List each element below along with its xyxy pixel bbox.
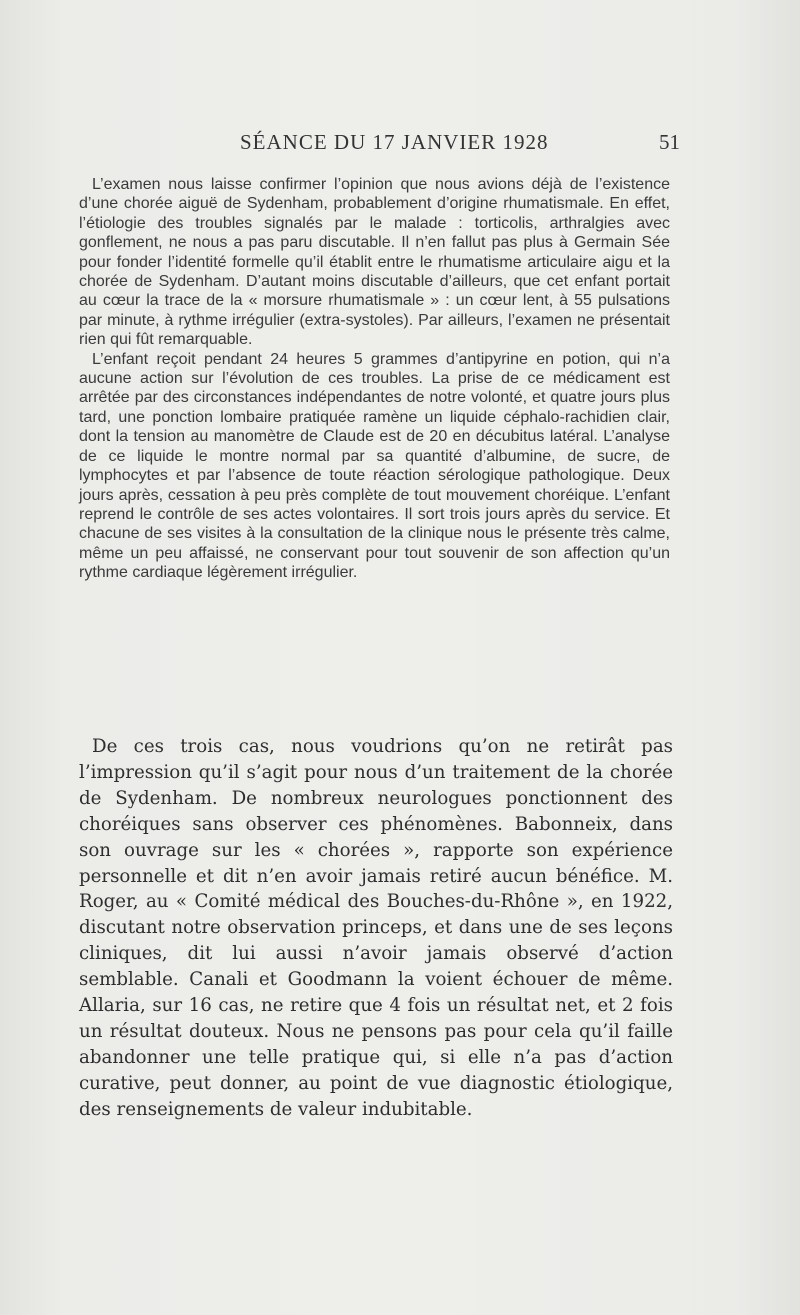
paragraph-treatment: L’enfant reçoit pendant 24 heures 5 grammes d’antipyrine en potion, qui n’a aucune action sur l’évolution de ces troubles. La prise de ce médicament est arrêtée par des circonstances indépendantes de notre volonté, et quatre jours plus tard, une ponction lombaire pratiquée ramène un liquide céphalo-rachidien clair, dont la tension au manomètre de Claude est de 20 en décubitus latéral. L’analyse de ce liquide le montre normal par sa quantité d’albumine, de sucre, de lymphocytes et par l’absence de toute réaction sérologique pathologique. Deux jours après, cessation à peu près complète de tout mouvement choréique. L’enfant reprend le contrôle de ses actes volontaires. Il sort trois jours après du service. Et chacune de ses visites à la consultation de la clinique nous le présente très calme, même un peu affaissé, ne conservant pour tout souvenir de son affection qu’un rythme cardiaque légèrement irrégulier. — [79, 350, 670, 582]
page-header — [80, 130, 680, 160]
case-report-text — [79, 175, 670, 583]
page-number: 51 — [659, 130, 680, 154]
running-title: SÉANCE DU 17 JANVIER 1928 — [240, 130, 549, 154]
paragraph-discussion: De ces trois cas, nous voudrions qu’on ne retirât pas l’impression qu’il s’agit pour nous d’un traitement de la chorée de Sydenham. De nombreux neurologues ponctionnent des choréiques sans observer ces phénomènes. Babonneix, dans son ouvrage sur les « chorées », rapporte son expérience personnelle et dit n’en avoir jamais retiré aucun bénéfice. M. Roger, au « Comité médical des Bouches-du-Rhône », en 1922, discutant notre observation princeps, et dans une de ses leçons cliniques, dit lui aussi n’avoir jamais observé d’action semblable. Canali et Goodmann la voient échouer de même. Allaria, sur 16 cas, ne retire que 4 fois un résultat net, et 2 fois un résultat douteux. Nous ne pensons pas pour cela qu’il faille abandonner une telle pratique qui, si elle n’a pas d’action curative, peut donner, au point de vue diagnostic étiologique, des renseignements de valeur indubitable. — [79, 736, 673, 1120]
paragraph-examination: L’examen nous laisse confirmer l’opinion que nous avions déjà de l’existence d’une chorée aiguë de Sydenham, probablement d’origine rhumatismale. En effet, l’étiologie des troubles signalés par le malade : torticolis, arthralgies avec gonflement, ne nous a pas paru discutable. Il n’en fallut pas plus à Germain Sée pour fonder l’identité formelle qu’il établit entre le rhumatisme articulaire aigu et la chorée de Sydenham. D’autant moins discutable d’ailleurs, que cet enfant portait au cœur la trace de la « morsure rhumatismale » : un cœur lent, à 55 pulsations par minute, à rythme irrégulier (extra-systoles). Par ailleurs, l’examen ne présentait rien qui fût remarquable. — [79, 176, 670, 349]
discussion-text — [79, 734, 673, 1123]
